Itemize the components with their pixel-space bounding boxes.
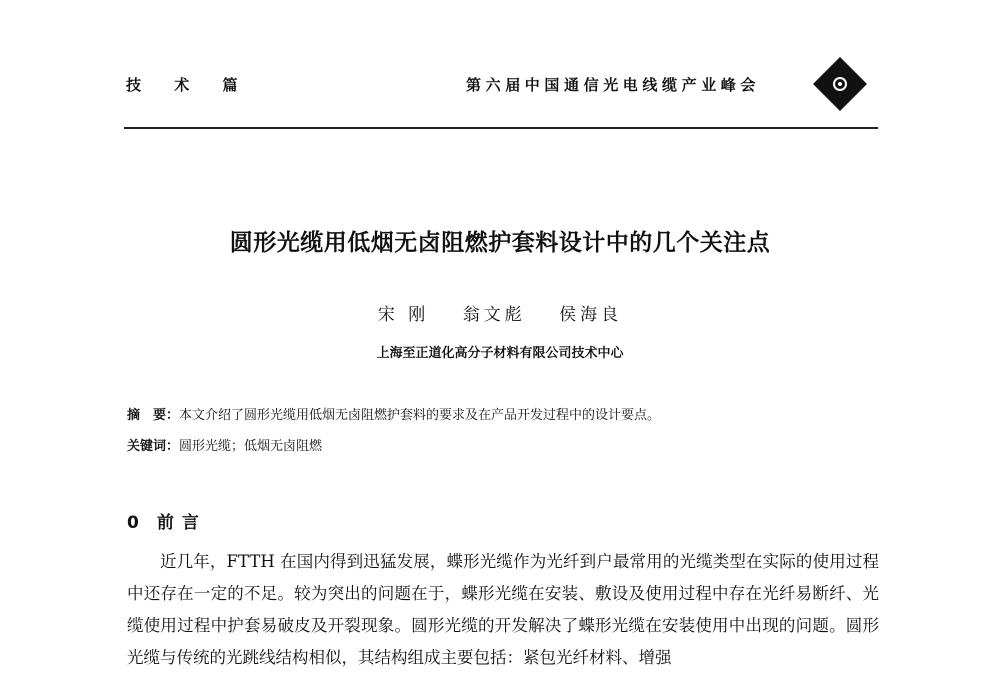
body-paragraph: 近几年，FTTH 在国内得到迅猛发展，蝶形光缆作为光纤到户最常用的光缆类型在实际的使用过程中还存在一定的不足。较为突出的问题在于，蝶形光缆在安装、敷设及使用过程中存在光纤易断纤、光缆使用过程中护套易破皮及开裂现象。圆形光缆的开发解决了蝶形光缆在安装使用中出现的问题。圆形光缆与传统的光跳线结构相似，其结构组成主要包括：紧包光纤材料、增强	[127, 552, 879, 667]
section-title: 前言	[156, 513, 207, 533]
conference-name: 第六届中国通信光电线缆产业峰会	[466, 76, 761, 94]
paper-title: 圆形光缆用低烟无卤阻燃护套料设计中的几个关注点	[229, 230, 771, 256]
author-list	[0, 300, 1000, 325]
section-label: 技 术 篇	[126, 76, 252, 94]
abstract	[127, 404, 660, 423]
affiliation: 上海至正道化高分子材料有限公司技术中心	[376, 346, 624, 361]
keywords-text: 圆形光缆；低烟无卤阻燃	[179, 439, 323, 454]
author: 宋 刚	[377, 305, 430, 325]
author: 翁文彪	[462, 305, 526, 325]
keywords-label: 关键词：	[127, 439, 180, 454]
author: 侯海良	[559, 305, 623, 325]
abstract-text: 本文介绍了圆形光缆用低烟无卤阻燃护套料的要求及在产品开发过程中的设计要点。	[179, 408, 661, 423]
keywords	[127, 435, 322, 454]
abstract-label: 摘 要：	[127, 408, 180, 423]
conference-logo-icon	[812, 56, 868, 112]
section-number: 0	[127, 513, 139, 533]
section-heading	[127, 508, 207, 533]
header-rule	[124, 127, 878, 129]
